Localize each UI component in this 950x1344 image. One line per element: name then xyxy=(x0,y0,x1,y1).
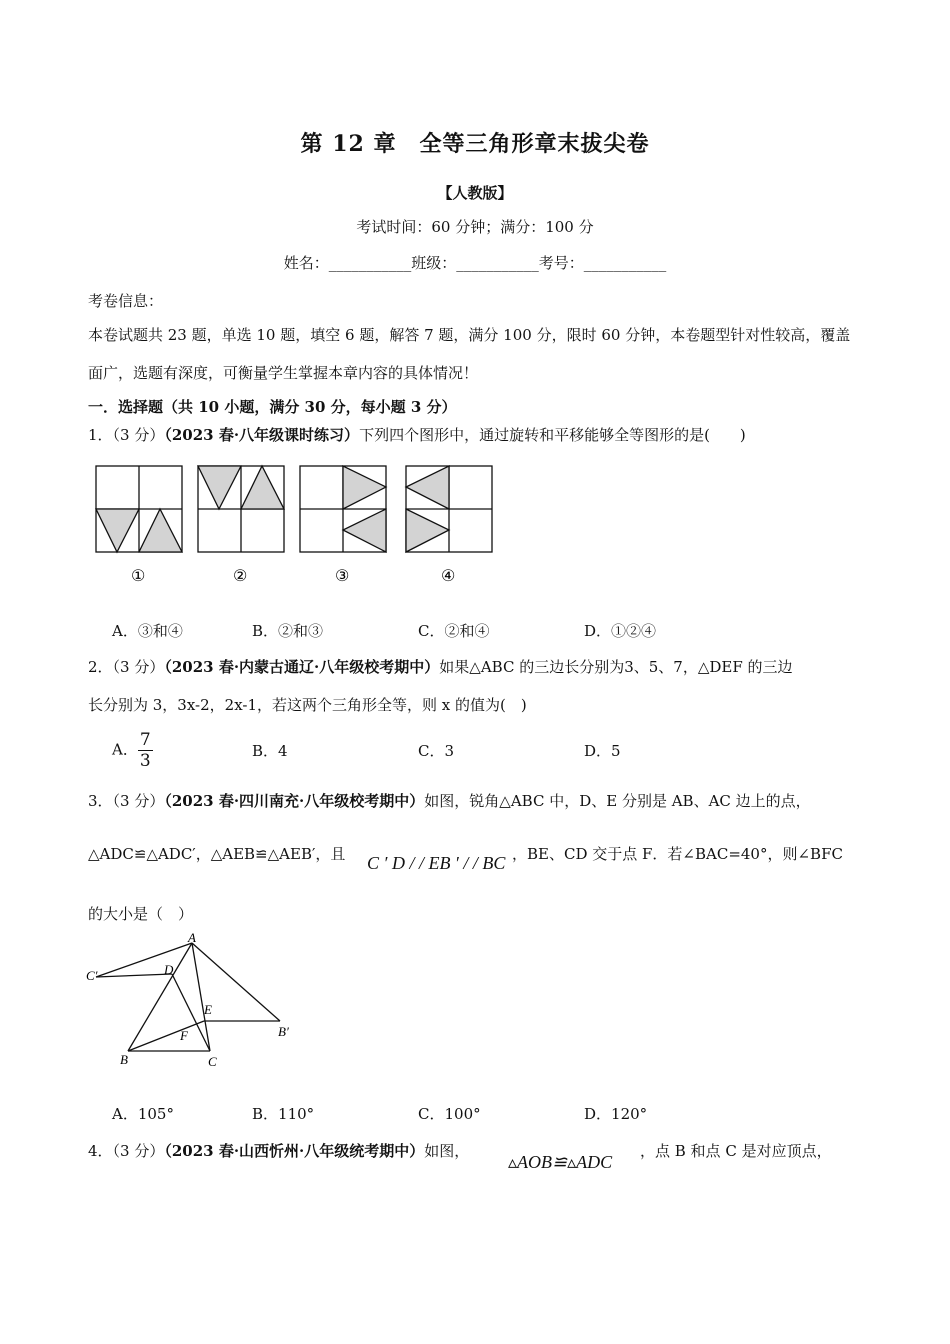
q1-fig-label-3: ③ xyxy=(335,568,350,585)
q3-text-3: 的大小是（ ） xyxy=(88,905,194,923)
q3-line-b-e xyxy=(128,1021,204,1051)
q1-fig1-triangle-a xyxy=(96,509,139,552)
q2-text-1: 如果△ABC 的三边长分别为3、5、7，△DEF 的三边 xyxy=(439,658,793,676)
question-1-stem xyxy=(88,424,746,445)
q3-text-2a: △ADC≌△ADC′，△AEB≌△AEB′，且 xyxy=(88,845,346,863)
q2-option-d: D．5 xyxy=(584,742,621,760)
q3-option-a: A．105° xyxy=(112,1105,174,1123)
student-info-line: 姓名：___________班级：___________考号：___________ xyxy=(283,254,667,272)
q1-source: （2023 春·八年级课时练习） xyxy=(164,426,360,444)
intro-line-1: 本卷试题共 23 题，单选 10 题，填空 6 题，解答 7 题，满分 100 分，限时 60 分钟，本卷题型针对性较高，覆盖 xyxy=(88,326,851,344)
q2-option-a-denominator: 3 xyxy=(139,751,151,771)
q1-fig-label-4: ④ xyxy=(441,568,456,585)
q2-text-2: 长分别为 3，3x-2，2x-1，若这两个三角形全等，则 x 的值为( ) xyxy=(88,696,527,714)
q3-point-e: E xyxy=(204,1002,212,1017)
q1-option-d: D．①②④ xyxy=(584,622,657,640)
q3-text-2b: ，BE、CD 交于点 F．若∠BAC=40°，则∠BFC xyxy=(512,845,843,863)
q1-option-c: C．②和④ xyxy=(418,622,490,640)
question-4-stem xyxy=(88,1140,469,1161)
q2-score: （3 分） xyxy=(112,658,165,676)
q4-score: （3 分） xyxy=(112,1142,165,1160)
q3-formula: C ′ D / / EB ′ / / BC xyxy=(367,853,506,873)
q1-score: （3 分） xyxy=(112,426,165,444)
page-title: 第 12 章 全等三角形章末拔尖卷 xyxy=(300,131,650,157)
q2-option-a-fraction xyxy=(138,730,153,771)
q3-point-b: B xyxy=(120,1052,128,1067)
q3-score: （3 分） xyxy=(112,792,165,810)
q3-text-1: 如图，锐角△ABC 中，D、E 分别是 AB、AC 边上的点， xyxy=(424,792,811,810)
q1-fig3-triangle-a xyxy=(343,466,386,509)
q3-point-b-prime: B′ xyxy=(278,1024,289,1039)
q3-point-f: F xyxy=(180,1028,188,1043)
q1-option-b: B．②和③ xyxy=(252,622,324,640)
q3-option-d: D．120° xyxy=(584,1105,648,1123)
q3-source: （2023 春·四川南充·八年级校考期中） xyxy=(164,792,425,810)
q1-figures xyxy=(90,460,510,590)
q2-option-b: B．4 xyxy=(252,742,288,760)
intro-line-2: 面广，选题有深度，可衡量学生掌握本章内容的具体情况！ xyxy=(88,364,479,382)
q1-option-a: A．③和④ xyxy=(112,622,183,640)
intro-label: 考卷信息： xyxy=(88,292,164,310)
q1-figure-1 xyxy=(96,466,182,552)
q1-fig4-triangle-b xyxy=(406,509,449,552)
q1-figure-4 xyxy=(406,466,492,552)
q2-option-a-label: A． xyxy=(112,740,138,759)
q3-figure xyxy=(84,930,314,1070)
q1-fig1-triangle-b xyxy=(139,509,182,552)
q3-line-a-c1 xyxy=(96,943,192,977)
q2-option-a xyxy=(112,730,153,771)
q2-number: 2． xyxy=(88,658,113,676)
q4-text-b: ，点 B 和点 C 是对应顶点， xyxy=(640,1142,832,1160)
q1-fig3-triangle-b xyxy=(343,509,386,552)
q1-fig-label-2: ② xyxy=(233,568,248,585)
q4-number: 4． xyxy=(88,1142,113,1160)
q3-point-d: D xyxy=(164,962,174,977)
q3-line-a-c xyxy=(192,943,210,1051)
q2-source: （2023 春·内蒙古通辽·八年级校考期中） xyxy=(164,658,440,676)
q1-fig2-triangle-b xyxy=(241,466,284,509)
q2-option-a-numerator: 7 xyxy=(139,730,151,750)
q1-number: 1． xyxy=(88,426,113,444)
q3-option-b: B．110° xyxy=(252,1105,315,1123)
question-3-stem xyxy=(88,790,811,811)
q4-formula: ▵AOB≌▵ADC xyxy=(508,1152,613,1172)
q3-option-c: C．100° xyxy=(418,1105,481,1123)
question-2-stem xyxy=(88,656,793,677)
q3-point-a: A xyxy=(188,930,196,945)
q3-number: 3． xyxy=(88,792,113,810)
q1-figure-3 xyxy=(300,466,386,552)
q3-point-c: C xyxy=(208,1054,217,1069)
q1-text: 下列四个图形中，通过旋转和平移能够全等图形的是( ) xyxy=(359,426,746,444)
exam-time-line: 考试时间：60 分钟；满分：100 分 xyxy=(356,218,594,236)
q1-fig4-triangle-a xyxy=(406,466,449,509)
q4-source: （2023 春·山西忻州·八年级统考期中） xyxy=(164,1142,425,1160)
q3-line-c1-d xyxy=(96,974,172,977)
q1-figure-2 xyxy=(198,466,284,552)
q1-fig-label-1: ① xyxy=(131,568,146,585)
edition-label: 【人教版】 xyxy=(437,184,513,202)
q2-option-c: C．3 xyxy=(418,742,455,760)
q3-point-c-prime: C′ xyxy=(86,968,98,983)
q4-text-a: 如图， xyxy=(424,1142,470,1160)
q1-fig2-triangle-a xyxy=(198,466,241,509)
section-1-heading: 一．选择题（共 10 小题，满分 30 分，每小题 3 分） xyxy=(88,398,457,416)
